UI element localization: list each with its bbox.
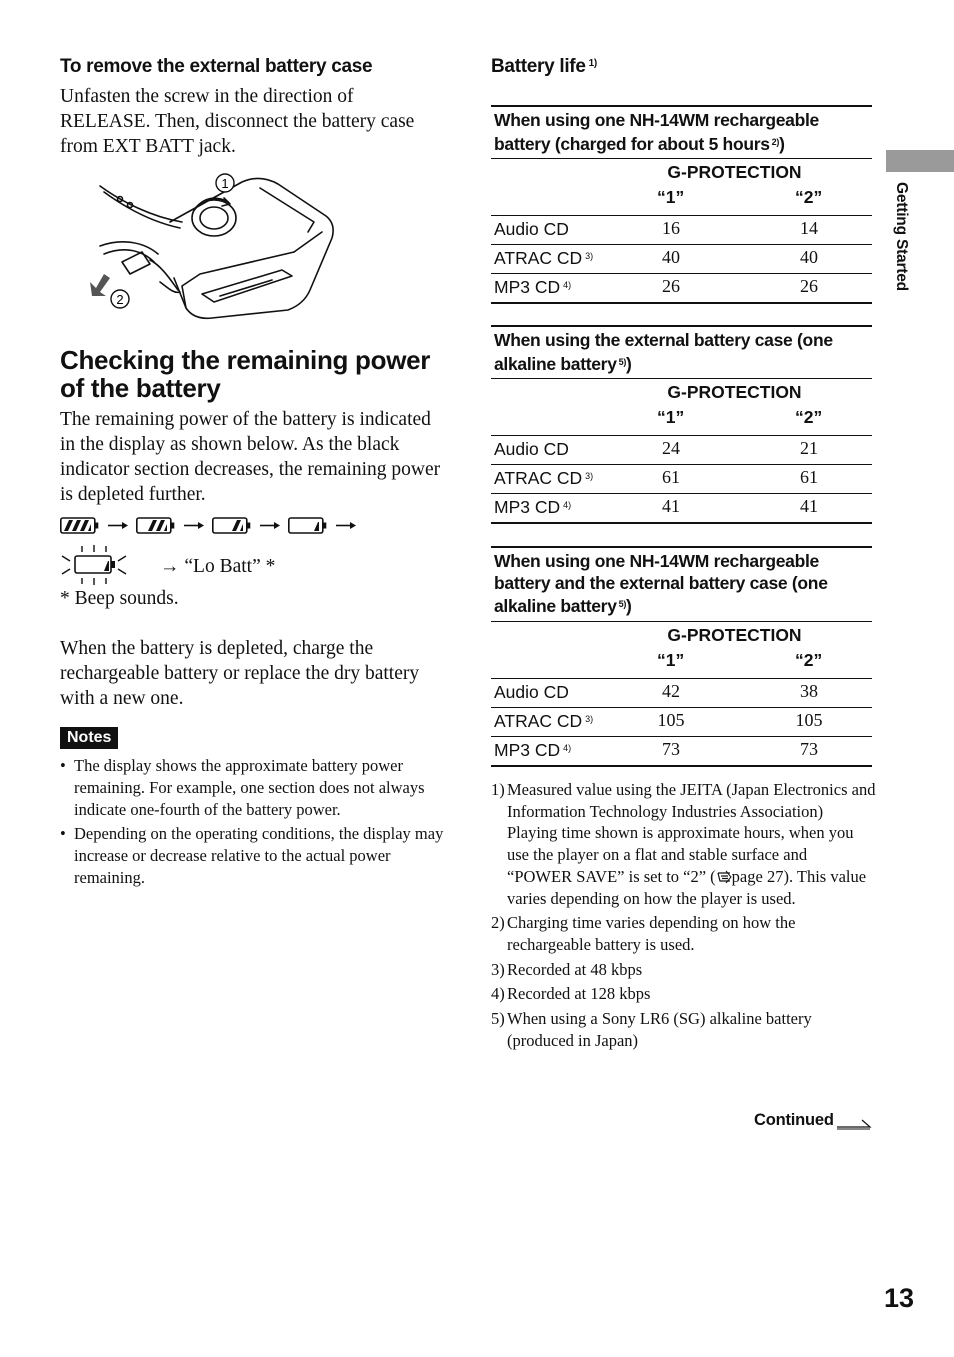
table-row: MP3 CD $^{4)}$ 41 41 [491, 494, 872, 524]
battery-life-heading-text: Battery life [491, 56, 586, 77]
footnotes [491, 779, 876, 1054]
notes-badge: Notes [60, 727, 118, 749]
battery-life-heading [491, 56, 597, 78]
marker-2: 2 [116, 292, 124, 307]
page-number: 13 [884, 1283, 915, 1313]
notes-list [60, 755, 445, 891]
footnote-item: 3) Recorded at 48 kbps [491, 959, 643, 979]
beep-note: * Beep sounds. [60, 588, 179, 609]
footnote-item: 5) When using a Sony LR6 (SG) alkaline battery (produced in Japan) [491, 1009, 812, 1050]
battery-half-icon [213, 518, 251, 533]
battery-level-sequence [60, 514, 360, 542]
battery-case-removal-illustration [82, 162, 344, 322]
table-row: Audio CD 24 21 [491, 436, 872, 465]
footnote-ref: 1) [588, 58, 597, 69]
column-header-2: “2” [795, 649, 823, 670]
column-header-row [491, 185, 872, 216]
column-header-row [491, 648, 872, 679]
footnote-item: 4) Recorded at 128 kbps [491, 984, 651, 1004]
column-header-2: “2” [795, 407, 823, 427]
column-header-row [491, 405, 872, 436]
arrow-right-icon [336, 522, 356, 529]
table-title: When using the external battery case (one alkaline battery $^{5)}$) [491, 327, 872, 379]
table-row: MP3 CD $^{4)}$ 26 26 [491, 274, 872, 304]
table-row: Audio CD 42 38 [491, 679, 872, 708]
arrow-right-icon [184, 522, 204, 529]
battery-life-table-combined [491, 546, 872, 767]
table-row: MP3 CD $^{4)}$ 73 73 [491, 737, 872, 767]
battery-empty-flashing-icon [60, 544, 130, 588]
depleted-instructions: When the battery is depleted, charge the rechargeable battery or replace the dry battery with a new one. [60, 638, 420, 709]
battery-quarter-icon [289, 518, 327, 533]
g-protection-header: G-PROTECTION [667, 624, 802, 645]
arrow-right-icon [108, 522, 128, 529]
column-header-1: “1” [657, 407, 685, 427]
section-tab-label: Getting Started [893, 182, 910, 291]
section-body: The remaining power of the battery is indicated in the display as shown below. As the black indicator section decreases, the remaining power is depleted further. [60, 409, 441, 505]
battery-three-quarter-icon [137, 518, 175, 533]
note-item: • Depending on the operating conditions, the display may increase or decrease relative to the actual power remaining. [60, 823, 445, 889]
continued-arrow-icon [836, 1118, 872, 1130]
arrow-right-icon [260, 522, 280, 529]
page-reference-icon [716, 870, 732, 884]
column-header-2: “2” [795, 187, 823, 207]
g-protection-header: G-PROTECTION [667, 382, 802, 402]
remove-battery-case-heading: To remove the external battery case [60, 56, 373, 77]
column-header-1: “1” [657, 187, 685, 207]
table-row: Audio CD 16 14 [491, 216, 872, 245]
table-row: ATRAC CD $^{3)}$ 105 105 [491, 708, 872, 737]
battery-life-table-rechargeable [491, 105, 872, 304]
battery-life-table-external [491, 325, 872, 524]
table-row: ATRAC CD $^{3)}$ 40 40 [491, 245, 872, 274]
g-protection-header: G-PROTECTION [667, 162, 802, 182]
table-title: When using one NH-14WM rechargeable battery (charged for about 5 hours $^{2)}$) [491, 107, 872, 159]
column-header-1: “1” [657, 649, 685, 670]
note-item: • The display shows the approximate battery power remaining. For example, one section does not always indicate one-fourth of the battery power. [60, 755, 445, 821]
battery-full-icon [61, 518, 99, 533]
footnote-item: 1) Measured value using the JEITA (Japan Electronics and Information Technology Industries Association) Playing time shown is approximate hours, when you use the player on a flat and stable surface and “POWER SAVE” is set to “2” ( page 27). This value varies depending on how the player is used. [491, 780, 876, 908]
footnote-item: 2) Charging time varies depending on how the rechargeable battery is used. [491, 913, 796, 954]
marker-1: 1 [221, 176, 229, 191]
section-tab-marker [886, 150, 954, 172]
section-title: Checking the remaining power of the battery [60, 345, 431, 403]
continued-label: Continued [754, 1111, 834, 1129]
remove-battery-case-instructions: Unfasten the screw in the direction of RELEASE. Then, disconnect the battery case from EXT BATT jack. [60, 86, 415, 157]
lo-batt-label: → “Lo Batt” * [160, 556, 276, 577]
table-title: When using one NH-14WM rechargeable battery and the external battery case (one alkaline battery $^{5)}$) [491, 548, 872, 622]
table-row: ATRAC CD $^{3)}$ 61 61 [491, 465, 872, 494]
